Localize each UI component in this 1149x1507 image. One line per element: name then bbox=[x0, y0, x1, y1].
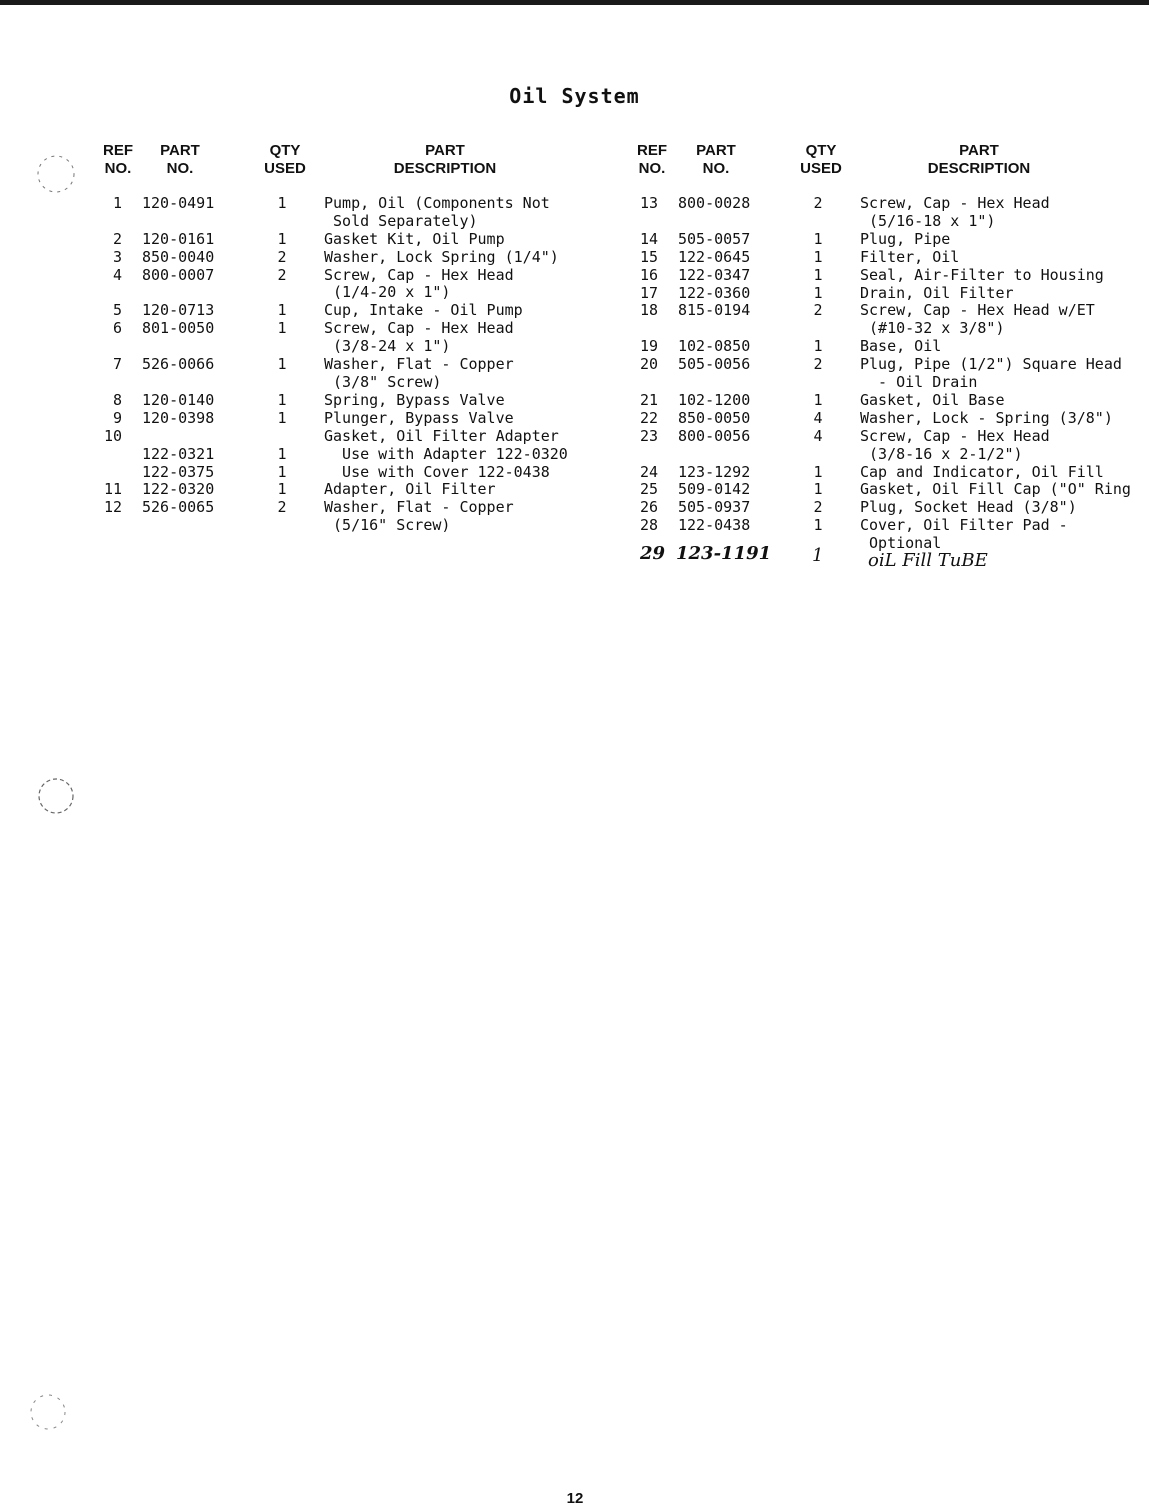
binder-hole-mark-middle bbox=[30, 772, 90, 824]
part-description: Spring, Bypass Valve bbox=[324, 390, 505, 409]
qty-used: 1 bbox=[277, 408, 287, 427]
qty-used: 1 bbox=[277, 462, 287, 481]
ref-number: 14 bbox=[639, 229, 658, 248]
qty-used: 2 bbox=[813, 355, 823, 374]
ref-number: 19 bbox=[639, 337, 658, 356]
ref-number: 17 bbox=[639, 283, 658, 302]
part-description: (5/16-18 x 1") bbox=[860, 211, 996, 230]
qty-used: 1 bbox=[277, 301, 287, 320]
part-description: Plunger, Bypass Valve bbox=[324, 408, 514, 427]
part-number: 122-0320 bbox=[142, 480, 215, 499]
handwritten-qty: 1 bbox=[812, 545, 824, 566]
part-description: Seal, Air-Filter to Housing bbox=[860, 265, 1104, 284]
header-qty-right bbox=[798, 142, 844, 178]
qty-used: 2 bbox=[277, 498, 287, 517]
header-desc-right bbox=[914, 142, 1044, 178]
header-ref-left bbox=[100, 142, 136, 178]
qty-used: 1 bbox=[813, 283, 823, 302]
header-part-left bbox=[150, 142, 210, 178]
part-description: Optional bbox=[860, 534, 942, 553]
header-desc-line1: PART bbox=[959, 142, 999, 159]
qty-used: 2 bbox=[813, 301, 823, 320]
ref-number: 3 bbox=[112, 247, 122, 266]
ref-number: 24 bbox=[639, 462, 658, 481]
header-qty-line1: QTY bbox=[805, 142, 837, 159]
header-desc-line2: DESCRIPTION bbox=[927, 160, 1031, 177]
part-description: Washer, Flat - Copper bbox=[324, 498, 514, 517]
header-qty-line2: USED bbox=[800, 160, 842, 177]
part-description: Screw, Cap - Hex Head bbox=[860, 426, 1050, 445]
part-description: Plug, Socket Head (3/8") bbox=[860, 498, 1077, 517]
header-part-line2: NO. bbox=[166, 160, 194, 177]
header-ref-right bbox=[634, 142, 670, 178]
ref-number: 10 bbox=[103, 426, 122, 445]
handwritten-ref: 29 bbox=[640, 543, 666, 564]
ref-number: 9 bbox=[112, 408, 122, 427]
header-qty-line2: USED bbox=[264, 160, 306, 177]
handwritten-part: 123-1191 bbox=[676, 543, 772, 564]
part-description: Cup, Intake - Oil Pump bbox=[324, 301, 523, 320]
binder-hole-mark-bottom bbox=[20, 1388, 80, 1440]
part-number: 122-0321 bbox=[142, 444, 215, 463]
part-description: Screw, Cap - Hex Head bbox=[324, 265, 514, 284]
part-number: 122-0375 bbox=[142, 462, 215, 481]
part-description: (3/8-16 x 2-1/2") bbox=[860, 444, 1023, 463]
part-number: 102-0850 bbox=[678, 337, 751, 356]
part-number: 505-0937 bbox=[678, 498, 751, 517]
part-description: Drain, Oil Filter bbox=[860, 283, 1014, 302]
header-qty-line1: QTY bbox=[269, 142, 301, 159]
part-description: Plug, Pipe (1/2") Square Head bbox=[860, 355, 1122, 374]
part-number: 801-0050 bbox=[142, 319, 215, 338]
qty-used: 1 bbox=[277, 444, 287, 463]
ref-number: 25 bbox=[639, 480, 658, 499]
part-description: Washer, Lock - Spring (3/8") bbox=[860, 408, 1113, 427]
qty-used: 1 bbox=[277, 229, 287, 248]
part-description: Washer, Flat - Copper bbox=[324, 355, 514, 374]
header-desc-line1: PART bbox=[425, 142, 465, 159]
qty-used: 1 bbox=[813, 229, 823, 248]
page-number: 12 bbox=[566, 1490, 584, 1507]
part-description: Pump, Oil (Components Not bbox=[324, 194, 550, 212]
part-description: (3/8-24 x 1") bbox=[324, 337, 451, 356]
part-number: 850-0040 bbox=[142, 247, 215, 266]
qty-used: 2 bbox=[277, 265, 287, 284]
qty-used: 1 bbox=[813, 337, 823, 356]
part-description: Screw, Cap - Hex Head bbox=[860, 194, 1050, 212]
ref-number: 13 bbox=[639, 194, 658, 212]
top-edge-bar bbox=[0, 0, 1149, 5]
ref-number: 1 bbox=[112, 194, 122, 212]
part-description: Use with Adapter 122-0320 bbox=[324, 444, 568, 463]
ref-number: 18 bbox=[639, 301, 658, 320]
part-number: 120-0713 bbox=[142, 301, 215, 320]
part-number: 123-1292 bbox=[678, 462, 751, 481]
part-number: 815-0194 bbox=[678, 301, 751, 320]
qty-used: 1 bbox=[813, 480, 823, 499]
header-ref-line2: NO. bbox=[104, 160, 132, 177]
qty-used: 1 bbox=[277, 319, 287, 338]
part-description: (5/16" Screw) bbox=[324, 516, 451, 535]
part-description: Gasket, Oil Fill Cap ("O" Ring bbox=[860, 480, 1131, 499]
header-ref-line1: REF bbox=[103, 142, 133, 159]
part-number: 122-0438 bbox=[678, 516, 751, 535]
part-description: Gasket Kit, Oil Pump bbox=[324, 229, 505, 248]
part-description: (#10-32 x 3/8") bbox=[860, 319, 1005, 338]
ref-number: 7 bbox=[112, 355, 122, 374]
ref-number: 23 bbox=[639, 426, 658, 445]
part-description: Gasket, Oil Filter Adapter bbox=[324, 426, 559, 445]
qty-used: 2 bbox=[813, 194, 823, 212]
part-description: - Oil Drain bbox=[860, 372, 978, 391]
part-number: 122-0347 bbox=[678, 265, 751, 284]
part-number: 102-1200 bbox=[678, 390, 751, 409]
part-description: Adapter, Oil Filter bbox=[324, 480, 496, 499]
ref-number: 6 bbox=[112, 319, 122, 338]
part-description: Plug, Pipe bbox=[860, 229, 951, 248]
ref-number: 2 bbox=[112, 229, 122, 248]
header-part-line1: PART bbox=[696, 142, 736, 159]
qty-used: 1 bbox=[277, 194, 287, 212]
qty-used: 4 bbox=[813, 408, 823, 427]
header-part-right bbox=[686, 142, 746, 178]
part-number: 505-0056 bbox=[678, 355, 751, 374]
part-description: Gasket, Oil Base bbox=[860, 390, 1005, 409]
qty-used: 2 bbox=[813, 498, 823, 517]
header-qty-left bbox=[262, 142, 308, 178]
ref-number: 16 bbox=[639, 265, 658, 284]
ref-number: 15 bbox=[639, 247, 658, 266]
part-description: Cover, Oil Filter Pad - bbox=[860, 516, 1068, 535]
part-description: Sold Separately) bbox=[324, 211, 478, 230]
ref-number: 8 bbox=[112, 390, 122, 409]
ref-number: 4 bbox=[112, 265, 122, 284]
part-number: 800-0007 bbox=[142, 265, 215, 284]
header-desc-left bbox=[380, 142, 510, 178]
part-description: Cap and Indicator, Oil Fill bbox=[860, 462, 1104, 481]
header-part-line1: PART bbox=[160, 142, 200, 159]
qty-used: 1 bbox=[813, 247, 823, 266]
part-description: Washer, Lock Spring (1/4") bbox=[324, 247, 559, 266]
qty-used: 1 bbox=[277, 480, 287, 499]
qty-used: 1 bbox=[813, 390, 823, 409]
qty-used: 1 bbox=[277, 355, 287, 374]
part-description: Base, Oil bbox=[860, 337, 942, 356]
part-number: 122-0645 bbox=[678, 247, 751, 266]
binder-hole-mark-top bbox=[28, 148, 88, 208]
part-description: Screw, Cap - Hex Head w/ET bbox=[860, 301, 1095, 320]
part-number: 120-0161 bbox=[142, 229, 215, 248]
handwritten-desc: oiL Fill TuBE bbox=[868, 550, 988, 571]
header-ref-line1: REF bbox=[637, 142, 667, 159]
header-part-line2: NO. bbox=[702, 160, 730, 177]
qty-used: 1 bbox=[813, 462, 823, 481]
qty-used: 1 bbox=[813, 265, 823, 284]
qty-used: 1 bbox=[813, 516, 823, 535]
header-ref-line2: NO. bbox=[638, 160, 666, 177]
ref-number: 20 bbox=[639, 355, 658, 374]
qty-used: 2 bbox=[277, 247, 287, 266]
ref-number: 5 bbox=[112, 301, 122, 320]
part-description: (3/8" Screw) bbox=[324, 372, 442, 391]
part-number: 505-0057 bbox=[678, 229, 751, 248]
qty-used: 4 bbox=[813, 426, 823, 445]
page-title: Oil System bbox=[509, 84, 640, 108]
part-number: 120-0140 bbox=[142, 390, 215, 409]
part-number: 122-0360 bbox=[678, 283, 751, 302]
part-number: 526-0065 bbox=[142, 498, 215, 517]
part-number: 509-0142 bbox=[678, 480, 751, 499]
ref-number: 12 bbox=[103, 498, 122, 517]
ref-number: 21 bbox=[639, 390, 658, 409]
part-description: (1/4-20 x 1") bbox=[324, 283, 451, 302]
part-number: 800-0028 bbox=[678, 194, 751, 212]
ref-number: 26 bbox=[639, 498, 658, 517]
part-number: 800-0056 bbox=[678, 426, 751, 445]
part-description: Screw, Cap - Hex Head bbox=[324, 319, 514, 338]
ref-number: 28 bbox=[639, 516, 658, 535]
header-desc-line2: DESCRIPTION bbox=[393, 160, 497, 177]
part-number: 120-0398 bbox=[142, 408, 215, 427]
qty-used: 1 bbox=[277, 390, 287, 409]
part-description: Filter, Oil bbox=[860, 247, 960, 266]
part-number: 526-0066 bbox=[142, 355, 215, 374]
ref-number: 11 bbox=[103, 480, 122, 499]
part-number: 850-0050 bbox=[678, 408, 751, 427]
part-number: 120-0491 bbox=[142, 194, 215, 212]
part-description: Use with Cover 122-0438 bbox=[324, 462, 550, 481]
ref-number: 22 bbox=[639, 408, 658, 427]
